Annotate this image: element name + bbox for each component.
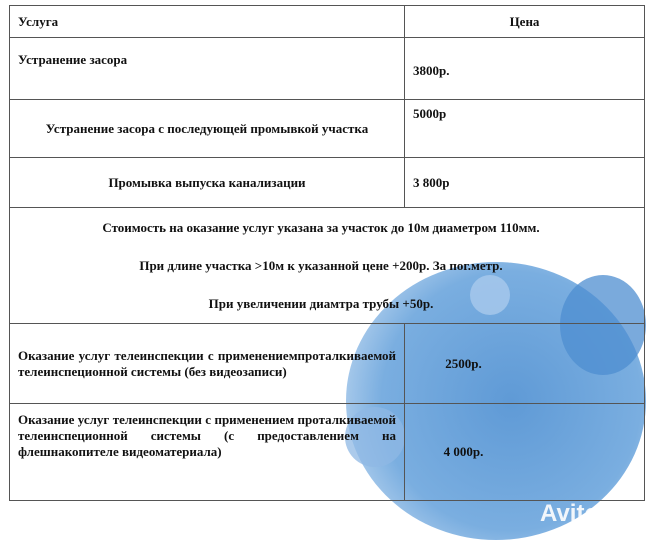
table-header (10, 6, 645, 38)
table-row (10, 404, 645, 501)
avito-watermark: Avito (540, 500, 600, 527)
service-price: 2500р. (405, 324, 645, 404)
service-price: 3800р. (405, 38, 645, 100)
note-line: Стоимость на оказание услуг указана за участок до 10м диаметром 110мм. (102, 219, 540, 235)
price-table (9, 5, 645, 501)
table-row (10, 38, 645, 100)
service-price: 5000р (405, 100, 645, 158)
service-price: 4 000р. (405, 404, 645, 501)
service-name: Оказание услуг телеинспекции с применениемпроталкиваемой телеинспеционной системы (без видеозаписи) (10, 324, 405, 404)
note-line: При длине участка >10м к указанной цене +200р. За пог.метр. (139, 257, 503, 273)
service-name: Промывка выпуска канализации (10, 158, 405, 208)
service-name: Устранение засора (10, 38, 405, 100)
notes-row (10, 208, 645, 324)
note-line: При увеличении диамтра трубы +50р. (208, 295, 434, 311)
table-row (10, 158, 645, 208)
header-service: Услуга (10, 6, 405, 38)
header-price: Цена (405, 6, 645, 38)
table-row (10, 324, 645, 404)
service-name: Оказание услуг телеинспекции с применением проталкиваемой телеинспеционной системы (с предоставлением на флешнакопителе видеоматериала) (10, 404, 405, 501)
service-price: 3 800р (405, 158, 645, 208)
table-row (10, 100, 645, 158)
service-name: Устранение засора с последующей промывкой участка (10, 100, 405, 158)
